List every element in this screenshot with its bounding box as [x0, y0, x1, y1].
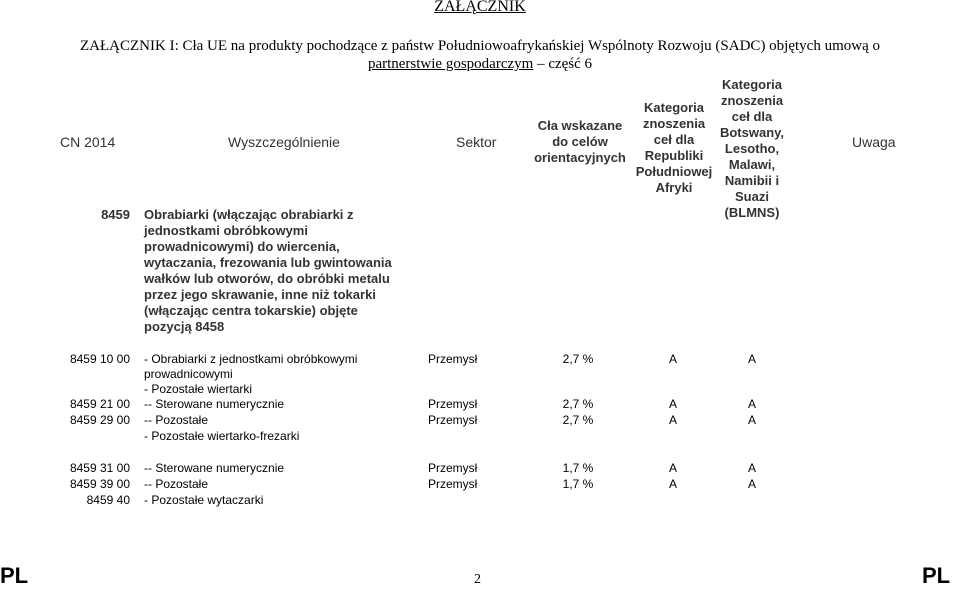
row-category-blmns: A: [747, 461, 756, 475]
row-category-za: A: [668, 477, 677, 491]
col-header-category-blmns: [704, 77, 800, 221]
col-header-category-blmns-line: Suazi: [735, 189, 769, 204]
heading-description-line: (włączając centra tokarskie) objęte: [144, 303, 358, 318]
page-number: 2: [474, 572, 481, 587]
col-header-category-blmns-line: Kategoria: [722, 77, 782, 92]
row-description: -- Sterowane numerycznie: [144, 397, 285, 411]
row-code: 8459 31 00: [69, 461, 130, 475]
document-title: ZAŁĄCZNIK: [434, 0, 526, 15]
row-description: - Pozostałe wiertarki: [144, 382, 253, 396]
col-header-category-za-line: Republiki: [644, 148, 704, 163]
row-sector: Przemysł: [428, 352, 478, 366]
row-duty: 1,7 %: [562, 461, 594, 475]
subtitle-line-2: [40, 55, 920, 73]
row-code: 8459 10 00: [69, 352, 130, 366]
col-header-duty-line: Cła wskazane: [537, 118, 623, 133]
heading-description-line: przez jego skrawanie, inne niż tokarki: [144, 287, 376, 302]
row-sector: Przemysł: [428, 397, 478, 411]
row-duty: 2,7 %: [562, 352, 594, 366]
col-header-category-za-line: Afryki: [655, 180, 693, 195]
col-header-category-blmns-line: Malawi,: [728, 157, 776, 172]
row-category-blmns: A: [747, 397, 756, 411]
subtitle-line-2-underlined: partnerstwie gospodarczym: [367, 56, 534, 72]
col-header-sector: Sektor: [456, 134, 497, 150]
heading-code: 8459: [101, 207, 130, 222]
row-code: 8459 21 00: [69, 397, 130, 411]
row-duty: 2,7 %: [562, 397, 594, 411]
heading-description-line: pozycją 8458: [144, 319, 225, 334]
row-description: -- Pozostałe: [144, 477, 209, 491]
heading-description-line: wytaczania, frezowania lub gwintowania: [144, 255, 392, 270]
row-code: 8459 40: [86, 493, 130, 507]
row-sector: Przemysł: [428, 477, 478, 491]
row-description: -- Pozostałe: [144, 413, 209, 427]
row-code: 8459 39 00: [69, 477, 130, 491]
row-description: - Pozostałe wiertarko-frezarki: [144, 429, 300, 443]
row-category-za: A: [668, 413, 677, 427]
row-category-blmns: A: [747, 352, 756, 366]
row-sector: Przemysł: [428, 461, 478, 475]
subtitle-line-2-tail: – część 6: [533, 56, 593, 72]
row-category-za: A: [668, 397, 677, 411]
col-header-category-za-line: Południowej: [635, 164, 713, 179]
col-header-remark: Uwaga: [852, 134, 896, 150]
row-code: 8459 29 00: [69, 413, 130, 427]
col-header-category-blmns-line: Lesotho,: [724, 141, 780, 156]
footer-lang-left: PL: [0, 563, 29, 588]
col-header-category-za-line: Kategoria: [644, 100, 704, 115]
row-category-za: A: [668, 352, 677, 366]
col-header-category-blmns-line: Botswany,: [719, 125, 785, 140]
row-category-blmns: A: [747, 413, 756, 427]
heading-description-line: wałków lub otworów, do obróbki metalu: [144, 271, 390, 286]
footer-lang-right: PL: [922, 563, 951, 588]
subtitle-line-1: ZAŁĄCZNIK I: Cła UE na produkty pochodzące z państw Południowoafrykańskiej Wspólnoty Rozwoju (SADC) objętych umową o: [80, 38, 880, 54]
document-subtitle: [40, 37, 920, 73]
row-sector: Przemysł: [428, 413, 478, 427]
heading-description-line: jednostkami obróbkowymi: [144, 223, 308, 238]
row-category-blmns: A: [747, 477, 756, 491]
row-description: - Pozostałe wytaczarki: [144, 493, 264, 507]
row-description-continued: prowadnicowymi: [144, 367, 233, 381]
col-header-category-blmns-line: znoszenia: [720, 93, 784, 108]
row-duty: 2,7 %: [562, 413, 594, 427]
col-header-category-za-line: ceł dla: [653, 132, 695, 147]
col-header-category-blmns-line: (BLMNS): [724, 205, 780, 220]
col-header-category-blmns-line: ceł dla: [731, 109, 773, 124]
col-header-duty-line: orientacyjnych: [534, 150, 626, 165]
col-header-category-blmns-line: Namibii i: [724, 173, 780, 188]
row-category-za: A: [668, 461, 677, 475]
row-description: - Obrabiarki z jednostkami obróbkowymi: [144, 352, 358, 366]
row-duty: 1,7 %: [562, 477, 594, 491]
col-header-description: Wyszczególnienie: [228, 134, 340, 150]
col-header-duty: [530, 118, 630, 166]
col-header-category-za-line: znoszenia: [642, 116, 706, 131]
heading-description-line: prowadnicowymi) do wiercenia,: [144, 239, 340, 254]
heading-description: [144, 207, 444, 335]
col-header-duty-line: do celów: [552, 134, 608, 149]
col-header-cn: CN 2014: [60, 134, 116, 150]
row-description: -- Sterowane numerycznie: [144, 461, 285, 475]
heading-description-line: Obrabiarki (włączając obrabiarki z: [144, 207, 354, 222]
